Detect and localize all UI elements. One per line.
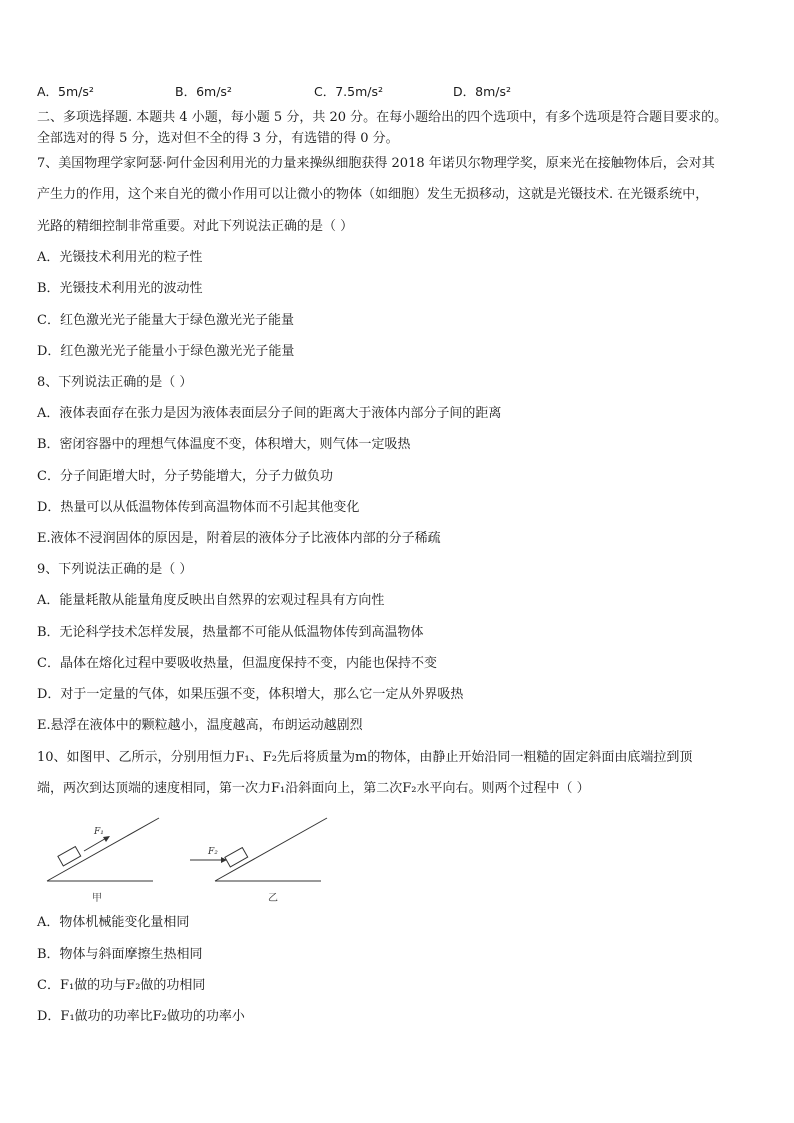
q9-option-d: D．对于一定量的气体，如果压强不变，体积增大，那么它一定从外界吸热 [37, 687, 464, 702]
q8-stem: 8、下列说法正确的是（ ） [37, 375, 193, 390]
q10-stem-line1: 10、如图甲、乙所示，分别用恒力F₁、F₂先后将质量为m的物体，由静止开始沿同一粗糙的固定斜面由底端拉到顶 [37, 750, 693, 765]
q8-option-e: E.液体不浸润固体的原因是，附着层的液体分子比液体内部的分子稀疏 [37, 531, 441, 546]
incline-figure-right [186, 812, 336, 907]
q10-option-b: B．物体与斜面摩擦生热相同 [37, 947, 203, 962]
incline-line [215, 818, 327, 881]
q7-option-a: A．光镊技术利用光的粒子性 [37, 250, 203, 265]
q6-option-b: B．6m/s² [175, 84, 232, 99]
q9-option-a: A．能量耗散从能量角度反映出自然界的宏观过程具有方向性 [37, 593, 385, 608]
q8-option-b: B．密闭容器中的理想气体温度不变，体积增大，则气体一定吸热 [37, 437, 411, 452]
q10-option-d: D．F₁做功的功率比F₂做功的功率小 [37, 1009, 245, 1024]
q7-stem-line1: 7、美国物理学家阿瑟·阿什金因利用光的力量来操纵细胞获得 2018 年诺贝尔物理学奖，原来光在接触物体后，会对其 [37, 156, 715, 171]
q6-option-a: A．5m/s² [37, 84, 94, 99]
q6-options [37, 82, 537, 100]
q6-option-d: D．8m/s² [453, 84, 511, 99]
incline-figure-left [40, 812, 170, 907]
q7-option-b: B．光镊技术利用光的波动性 [37, 281, 203, 296]
caption-right: 乙 [268, 893, 278, 904]
q8-option-d: D．热量可以从低温物体传到高温物体而不引起其他变化 [37, 500, 360, 515]
block [58, 847, 81, 866]
q10-stem-line2: 端，两次到达顶端的速度相同，第一次力F₁沿斜面向上，第二次F₂水平向右。则两个过程中（ ） [37, 781, 590, 796]
q9-option-b: B．无论科学技术怎样发展，热量都不可能从低温物体传到高温物体 [37, 625, 424, 640]
q8-option-a: A．液体表面存在张力是因为液体表面层分子间的距离大于液体内部分子间的距离 [37, 406, 502, 421]
q8-option-c: C．分子间距增大时，分子势能增大，分子力做负功 [37, 469, 333, 484]
force-label-f2: F₂ [208, 847, 218, 857]
section2-line2: 全部选对的得 5 分，选对但不全的得 3 分，有选错的得 0 分。 [37, 131, 399, 146]
force-label-f1: F₁ [94, 827, 104, 837]
q10-option-c: C．F₁做的功与F₂做的功相同 [37, 978, 206, 993]
q6-option-c: C．7.5m/s² [314, 84, 384, 99]
q9-option-e: E.悬浮在液体中的颗粒越小，温度越高，布朗运动越剧烈 [37, 718, 363, 733]
caption-left: 甲 [92, 893, 102, 904]
q7-stem-line2: 产生力的作用，这个来自光的微小作用可以让微小的物体（如细胞）发生无损移动，这就是光镊技术. 在光镊系统中， [37, 187, 709, 202]
section2-line1: 二、多项选择题. 本题共 4 小题，每小题 5 分，共 20 分。在每小题给出的四个选项中，有多个选项是符合题目要求的。 [37, 110, 728, 125]
q7-stem-line3: 光路的精细控制非常重要。对此下列说法正确的是（ ） [37, 219, 354, 234]
q9-option-c: C．晶体在熔化过程中要吸收热量，但温度保持不变，内能也保持不变 [37, 656, 437, 671]
q9-stem: 9、下列说法正确的是（ ） [37, 562, 193, 577]
q10-option-a: A．物体机械能变化量相同 [37, 915, 190, 930]
q7-option-c: C．红色激光光子能量大于绿色激光光子能量 [37, 313, 294, 328]
q7-option-d: D．红色激光光子能量小于绿色激光光子能量 [37, 344, 295, 359]
